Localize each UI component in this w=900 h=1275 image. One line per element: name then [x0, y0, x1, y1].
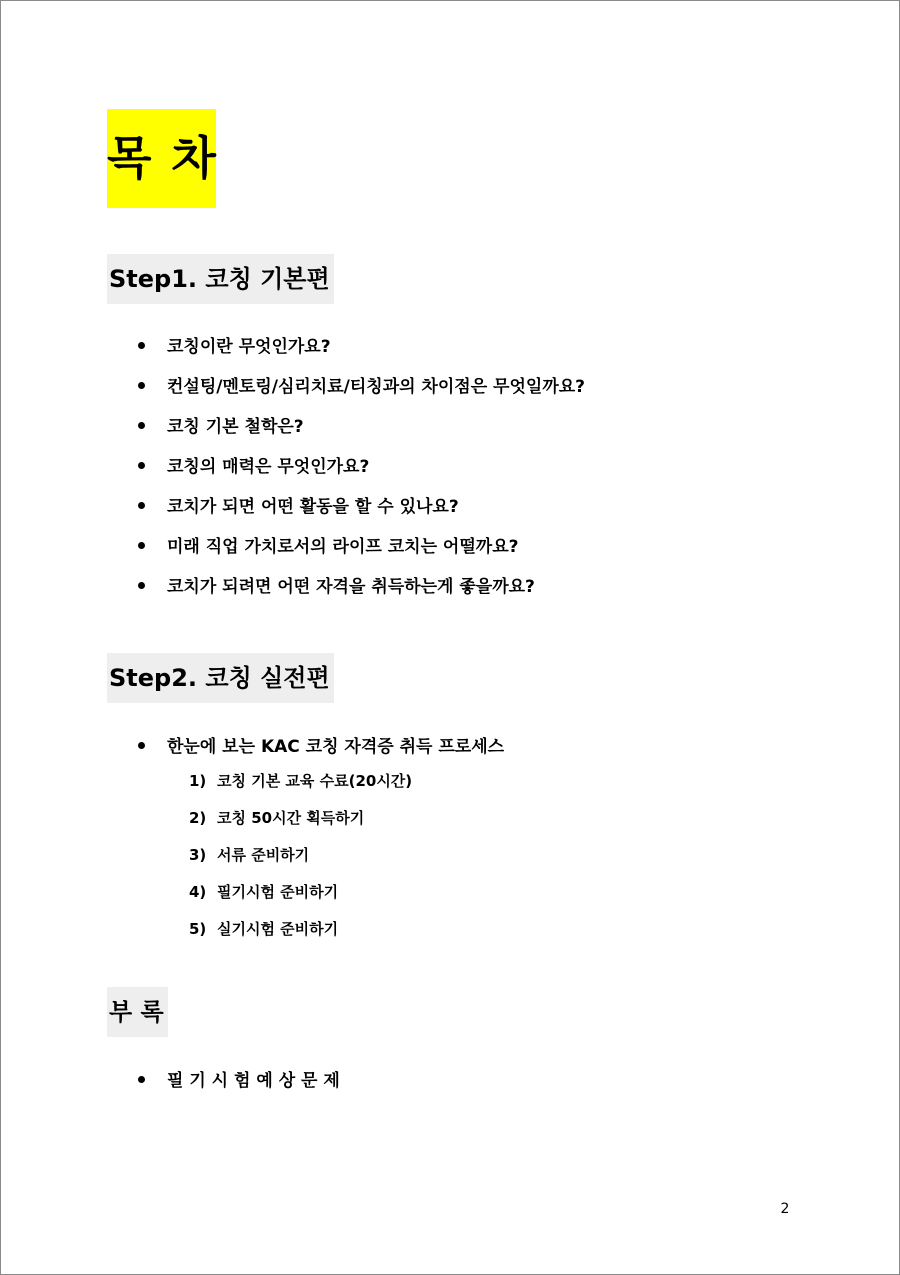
bullet-icon — [138, 462, 145, 469]
list-item — [135, 487, 585, 527]
step-number: 5) — [189, 920, 207, 938]
step-text: 코칭 50시간 획득하기 — [217, 809, 365, 827]
step-number: 3) — [189, 846, 207, 864]
step-text: 코칭 기본 교육 수료(20시간) — [217, 772, 413, 790]
page-title: 목 차 — [107, 109, 216, 208]
bullet-icon — [138, 542, 145, 549]
step-text: 실기시험 준비하기 — [217, 920, 339, 938]
section-heading-step1: Step1. 코칭 기본편 — [107, 254, 334, 304]
list-item — [135, 367, 585, 407]
process-step — [189, 763, 412, 800]
process-step — [189, 911, 412, 948]
step1-list — [135, 327, 585, 607]
list-item-text: 코칭의 매력은 무엇인가요? — [167, 457, 370, 477]
appendix-list — [135, 1061, 340, 1101]
list-item — [135, 727, 504, 767]
section-heading-step2: Step2. 코칭 실전편 — [107, 653, 334, 703]
bullet-icon — [138, 382, 145, 389]
page-number: 2 — [780, 1201, 790, 1217]
bullet-icon — [138, 502, 145, 509]
step2-list — [135, 727, 504, 767]
step-number: 4) — [189, 883, 207, 901]
step-number: 1) — [189, 772, 207, 790]
bullet-icon — [138, 742, 145, 749]
list-item-text: 컨설팅/멘토링/심리치료/티칭과의 차이점은 무엇일까요? — [167, 377, 586, 397]
list-item-text: 한눈에 보는 KAC 코칭 자격증 취득 프로세스 — [167, 737, 505, 757]
section-heading-appendix: 부 록 — [107, 987, 168, 1037]
process-step — [189, 874, 412, 911]
list-item — [135, 407, 585, 447]
list-item — [135, 1061, 340, 1101]
bullet-icon — [138, 582, 145, 589]
process-step — [189, 800, 412, 837]
bullet-icon — [138, 422, 145, 429]
step2-process-list — [189, 763, 412, 948]
bullet-icon — [138, 1076, 145, 1083]
list-item-text: 미래 직업 가치로서의 라이프 코치는 어떨까요? — [167, 537, 519, 557]
step-text: 필기시험 준비하기 — [217, 883, 339, 901]
list-item-text: 코치가 되려면 어떤 자격을 취득하는게 좋을까요? — [167, 577, 535, 597]
process-step — [189, 837, 412, 874]
step-number: 2) — [189, 809, 207, 827]
list-item-text: 코칭이란 무엇인가요? — [167, 337, 331, 357]
list-item — [135, 447, 585, 487]
list-item — [135, 327, 585, 367]
list-item — [135, 567, 585, 607]
list-item — [135, 527, 585, 567]
list-item-text: 코칭 기본 철학은? — [167, 417, 304, 437]
bullet-icon — [138, 342, 145, 349]
step-text: 서류 준비하기 — [217, 846, 310, 864]
list-item-text: 코치가 되면 어떤 활동을 할 수 있나요? — [167, 497, 459, 517]
list-item-text: 필 기 시 험 예 상 문 제 — [167, 1071, 340, 1091]
